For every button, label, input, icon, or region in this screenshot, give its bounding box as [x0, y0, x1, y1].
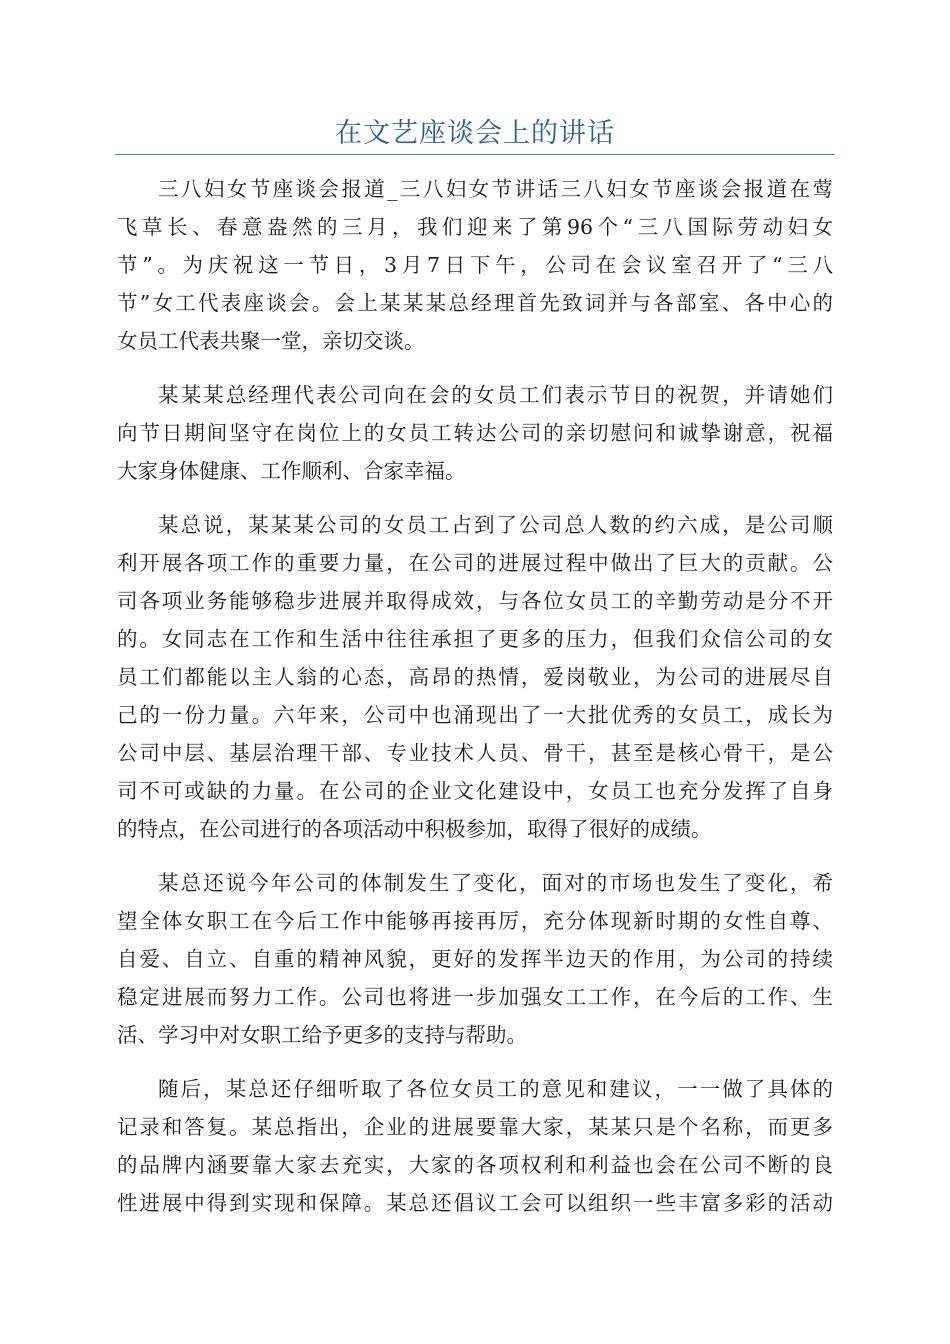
document-body [117, 170, 833, 1238]
text-line: 节”。为庆祝这一节日，3月7日下午，公司在会议室召开了“三八 [117, 253, 833, 277]
document-title: 在文艺座谈会上的讲话 [335, 118, 615, 149]
text-line: 节”女工代表座谈会。会上某某某总经理首先致词并与各部室、各中心的 [117, 291, 833, 315]
text-line: 望全体女职工在今后工作中能够再接再厉，充分体现新时期的女性自尊、 [117, 909, 833, 933]
text-line: 活、学习中对女职工给予更多的支持与帮助。 [117, 1023, 527, 1047]
body-paragraph [117, 506, 833, 848]
text-line: 稳定进展而努力工作。公司也将进一步加强女工工作，在今后的工作、生 [117, 985, 833, 1009]
text-line: 的特点，在公司进行的各项活动中积极参加，取得了很好的成绩。 [117, 817, 712, 841]
body-paragraph [117, 1070, 833, 1222]
text-line: 的品牌内涵要靠大家去充实，大家的各项权利和利益也会在公司不断的良 [117, 1153, 833, 1177]
text-line: 司各项业务能够稳步进展并取得成效，与各位女员工的辛勤劳动是分不开 [117, 589, 833, 613]
text-line: 公司中层、基层治理干部、专业技术人员、骨干，甚至是核心骨干，是公 [117, 741, 833, 765]
text-line: 记录和答复。某总指出，企业的进展要靠大家，某某只是个名称，而更多 [117, 1115, 833, 1139]
text-line: 某总还说今年公司的体制发生了变化，面对的市场也发生了变化，希 [158, 871, 833, 895]
text-line: 向节日期间坚守在岗位上的女员工转达公司的亲切慰问和诚挚谢意，祝福 [117, 421, 833, 445]
text-line: 某总说，某某某公司的女员工占到了公司总人数的约六成，是公司顺 [158, 513, 833, 537]
body-paragraph [117, 376, 833, 490]
body-paragraph [117, 170, 833, 360]
text-line: 员工们都能以主人翁的心态，高昂的热情，爱岗敬业，为公司的进展尽自 [117, 665, 833, 689]
text-line: 大家身体健康、工作顺利、合家幸福。 [117, 459, 466, 483]
body-paragraph [117, 864, 833, 1054]
text-line: 己的一份力量。六年来，公司中也涌现出了一大批优秀的女员工，成长为 [117, 703, 833, 727]
title-underline [115, 154, 835, 155]
text-line: 司不可或缺的力量。在公司的企业文化建设中，女员工也充分发挥了自身 [117, 779, 833, 803]
text-line: 飞草长、春意盎然的三月，我们迎来了第96个“三八国际劳动妇女 [117, 215, 833, 239]
text-line: 利开展各项工作的重要力量，在公司的进展过程中做出了巨大的贡献。公 [117, 551, 833, 575]
text-line: 的。女同志在工作和生活中往往承担了更多的压力，但我们众信公司的女 [117, 627, 833, 651]
text-line: 三八妇女节座谈会报道_三八妇女节讲话三八妇女节座谈会报道在莺 [158, 177, 833, 201]
text-line: 随后，某总还仔细听取了各位女员工的意见和建议，一一做了具体的 [158, 1077, 833, 1101]
text-line: 性进展中得到实现和保障。某总还倡议工会可以组织一些丰富多彩的活动 [117, 1191, 833, 1215]
text-line: 某某某总经理代表公司向在会的女员工们表示节日的祝贺，并请她们 [158, 383, 833, 407]
text-line: 自爱、自立、自重的精神风貌，更好的发挥半边天的作用，为公司的持续 [117, 947, 833, 971]
text-line: 女员工代表共聚一堂，亲切交谈。 [117, 329, 425, 353]
